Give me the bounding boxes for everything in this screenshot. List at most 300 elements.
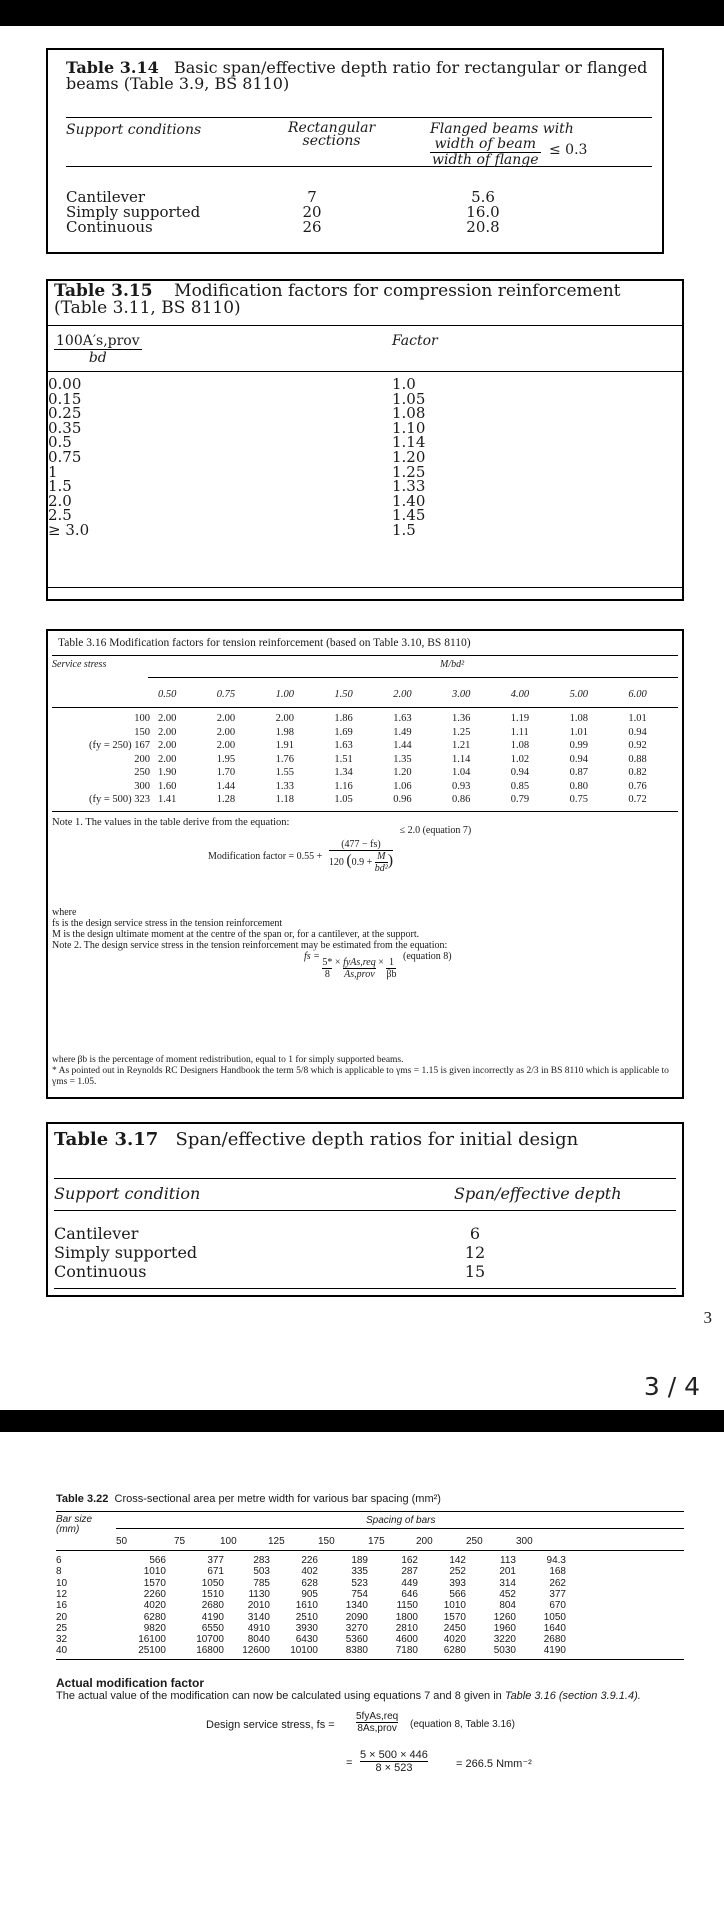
- area-cell: 1150: [396, 1600, 418, 1612]
- area-cell: 2260: [143, 1588, 166, 1600]
- t322-rule-sub: [116, 1528, 684, 1529]
- area-cell: 6280: [443, 1645, 466, 1657]
- t316-where3: where βb is the percentage of moment redistribution, equal to 1 for simply supported beams.: [52, 1055, 404, 1065]
- table-3-16-title: Table 3.16 Modification factors for tension reinforcement (based on Table 3.10, BS 8110): [58, 637, 471, 649]
- col-flanged: [430, 122, 587, 168]
- factor-cell: 1.63: [393, 713, 412, 724]
- factor-cell: 0.82: [628, 767, 647, 778]
- page-indicator: 3 / 4: [643, 1372, 700, 1401]
- rect-continuous: 26: [302, 218, 322, 236]
- area-cell: 10100: [290, 1645, 318, 1657]
- factor-cell: 1.28: [216, 794, 236, 805]
- factor-cell: 1.08: [392, 404, 426, 423]
- factor-cell: 1.76: [275, 753, 294, 765]
- area-cell: 377: [207, 1555, 224, 1566]
- ratio-cell: 0.00: [48, 375, 82, 393]
- factor-cell: 1.95: [216, 753, 236, 765]
- table-3-17-title: Span/effective depth ratios for initial design: [175, 1129, 579, 1150]
- table-3-14-header: [66, 117, 652, 167]
- factor-cell: 1.08: [510, 740, 530, 751]
- actual-equations: [56, 1711, 684, 1791]
- area-cell: 4020: [443, 1634, 466, 1646]
- eq8-f2n: fyAs,req: [343, 957, 376, 968]
- area-cell: 566: [149, 1555, 166, 1566]
- area-cell: 7180: [395, 1645, 418, 1657]
- table-3-15-rows: [48, 377, 682, 538]
- area-cell: 1340: [345, 1600, 368, 1612]
- table-3-17: [46, 1122, 684, 1297]
- factor-cell: 1.20: [393, 767, 412, 778]
- eq8-rhs: (equation 8): [402, 951, 452, 962]
- area-cell: 1610: [295, 1600, 318, 1612]
- factor-cell: 1.36: [452, 713, 471, 724]
- t317-rule-mid: [54, 1210, 676, 1211]
- spacing-header: 75: [174, 1536, 186, 1547]
- area-cell: 3220: [493, 1634, 516, 1646]
- area-cell: 25100: [138, 1645, 166, 1657]
- t322-rule3: [56, 1659, 684, 1660]
- m-value-header: 4.00: [510, 689, 530, 700]
- eq8-f1d: 8: [324, 969, 330, 980]
- factor-cell: 1.33: [392, 477, 426, 496]
- area-cell: 4190: [543, 1645, 566, 1657]
- area-cell: 335: [351, 1566, 368, 1578]
- area-cell: 1050: [201, 1577, 224, 1589]
- factor-cell: 0.79: [510, 794, 530, 805]
- area-cell: 2680: [543, 1634, 566, 1646]
- table-row: [48, 713, 678, 726]
- table-3-15: [46, 279, 684, 601]
- area-cell: 905: [301, 1588, 318, 1600]
- factor-cell: 1.69: [334, 726, 353, 738]
- stress-label: (fy = 500) 323: [88, 794, 150, 805]
- t317-val-simply: 12: [464, 1243, 486, 1262]
- actual-eq-lhs: Design service stress, fs =: [206, 1719, 335, 1731]
- t322-caption: [56, 1493, 684, 1505]
- table-3-17-label: Table 3.17: [54, 1129, 159, 1150]
- factor-cell: 2.00: [158, 740, 177, 751]
- area-cell: 12600: [242, 1645, 270, 1657]
- stress-label: 200: [134, 753, 150, 765]
- area-cell: 804: [499, 1600, 516, 1612]
- flanged-fraction-den: width of flange: [432, 152, 539, 168]
- factor-cell: 2.00: [158, 753, 177, 765]
- area-cell: 287: [401, 1566, 418, 1578]
- factor-cell: 1.08: [569, 713, 588, 724]
- area-cell: 523: [351, 1577, 368, 1589]
- table-row: [48, 520, 682, 539]
- actual-eq2-num: 5 × 500 × 446: [360, 1749, 428, 1761]
- table-row: [56, 1612, 676, 1623]
- area-cell: 670: [549, 1600, 566, 1612]
- area-cell: 6280: [143, 1611, 166, 1623]
- col-rectangular: [288, 122, 375, 148]
- stress-label: 100: [134, 713, 150, 724]
- factor-cell: 2.00: [216, 713, 236, 724]
- area-cell: 142: [449, 1555, 466, 1566]
- area-cell: 162: [401, 1555, 418, 1566]
- m-value-header: 5.00: [569, 689, 588, 700]
- t317-values: [460, 1224, 490, 1281]
- factor-cell: 1.98: [275, 726, 294, 738]
- factor-cell: 1.0: [392, 375, 416, 393]
- eq7: [208, 825, 472, 874]
- eq7-den-a: 120: [328, 856, 344, 868]
- table-row: [48, 740, 678, 753]
- table-row: [56, 1555, 676, 1566]
- col-ratio-num: 100A′s,prov: [56, 333, 140, 349]
- table-row: [48, 781, 678, 794]
- t317-rule-bottom: [54, 1288, 676, 1289]
- col-spacing-of-bars: Spacing of bars: [366, 1515, 436, 1526]
- eq8-lhs: fs =: [304, 951, 320, 962]
- t316-rule4: [52, 811, 678, 812]
- ratio-cell: 2.5: [48, 506, 72, 525]
- t322-rows: [56, 1555, 684, 1659]
- spacing-header: 50: [116, 1536, 128, 1547]
- t316-rule1: [52, 655, 678, 656]
- eq7-lhs: Modification factor = 0.55 +: [208, 851, 323, 862]
- area-cell: 9820: [143, 1622, 166, 1634]
- table-row: [48, 727, 678, 740]
- area-cell: 283: [253, 1555, 270, 1566]
- eq7-rhs: ≤ 2.0 (equation 7): [399, 825, 472, 836]
- actual-eq2-rhs: = 266.5 Nmm⁻²: [456, 1758, 532, 1770]
- area-cell: 1010: [443, 1600, 466, 1612]
- factor-cell: 1.51: [334, 753, 353, 765]
- col-support-conditions: Support conditions: [66, 122, 202, 138]
- page-separator-bar: [0, 1410, 724, 1432]
- table-row: [48, 508, 682, 523]
- ratio-cell: 0.5: [48, 433, 72, 452]
- bar-size-cell: 6: [56, 1555, 62, 1566]
- row-continuous: Continuous: [66, 218, 153, 236]
- ratio-cell: 2.0: [48, 491, 72, 510]
- bar-size-cell: 8: [56, 1566, 62, 1578]
- area-cell: 4600: [395, 1634, 418, 1646]
- table-row: [56, 1600, 676, 1611]
- table-row: [48, 418, 682, 437]
- area-cell: 1260: [493, 1611, 516, 1623]
- stress-label: (fy = 250) 167: [88, 740, 150, 751]
- table-row: [48, 794, 678, 807]
- t317-continuous: Continuous: [54, 1262, 147, 1281]
- factor-cell: 1.44: [393, 740, 412, 751]
- area-cell: 2810: [395, 1622, 418, 1634]
- col-flanged-line1: Flanged beams with: [430, 121, 574, 137]
- area-cell: 646: [401, 1588, 418, 1600]
- t316-note1: Note 1. The values in the table derive from the equation:: [52, 817, 290, 828]
- spacing-header: 150: [318, 1536, 335, 1547]
- t317-labels: [54, 1224, 197, 1281]
- factor-cell: 1.34: [334, 767, 353, 778]
- factor-cell: 1.63: [334, 740, 353, 751]
- bar-size-cell: 32: [56, 1634, 68, 1646]
- t322-spacings: [56, 1534, 684, 1550]
- rect-values: [292, 190, 332, 235]
- m-value-header: 0.75: [216, 689, 236, 700]
- t322-header: [56, 1512, 684, 1534]
- eq8-f1n: 5*: [322, 957, 333, 968]
- table-row: [56, 1578, 676, 1589]
- factor-cell: 1.19: [510, 713, 530, 724]
- area-cell: 449: [401, 1577, 418, 1589]
- area-cell: 4910: [247, 1622, 270, 1634]
- ratio-cell: 1: [48, 462, 58, 481]
- t316-rule2: [148, 677, 678, 678]
- eq8-f2: [343, 957, 376, 980]
- col-rectangular-line2: sections: [302, 133, 361, 149]
- area-cell: 226: [301, 1555, 318, 1566]
- factor-cell: 1.01: [569, 726, 588, 738]
- actual-eq2-frac: [360, 1749, 428, 1774]
- table-row: [48, 462, 682, 481]
- table-3-15-title: Modification factors for compression reinforcement (Table 3.11, BS 8110): [54, 281, 621, 318]
- factor-cell: 1.49: [393, 726, 412, 738]
- t316-where1: fs is the design service stress in the tension reinforcement: [52, 918, 283, 929]
- factor-cell: 1.41: [158, 794, 177, 805]
- area-cell: 628: [301, 1577, 318, 1589]
- area-cell: 2450: [443, 1622, 466, 1634]
- bar-size-cell: 10: [56, 1577, 68, 1589]
- col-m-bd2: M/bd²: [440, 659, 465, 670]
- col-service-stress: Service stress: [52, 659, 107, 670]
- table-3-15-label: Table 3.15: [54, 281, 153, 301]
- top-black-bar: [0, 0, 724, 26]
- page-number: 3: [703, 1308, 712, 1327]
- area-cell: 6430: [295, 1634, 318, 1646]
- factor-cell: 2.00: [158, 713, 177, 724]
- spacing-header: 125: [268, 1536, 285, 1547]
- flanged-continuous: 20.8: [466, 218, 500, 236]
- eq7-mbd: [375, 851, 388, 874]
- col-ratio-den: bd: [88, 350, 107, 366]
- factor-cell: 1.01: [628, 713, 647, 724]
- row-labels: [66, 190, 266, 235]
- area-cell: 393: [449, 1577, 466, 1589]
- m-value-header: 1.00: [275, 689, 294, 700]
- spacing-header: 175: [368, 1536, 385, 1547]
- m-value-header: 3.00: [452, 689, 471, 700]
- eq7-bd2: bd²: [374, 863, 388, 874]
- factor-cell: 1.70: [216, 767, 236, 778]
- actual-eq2-eq: =: [346, 1757, 353, 1769]
- factor-cell: 0.94: [510, 767, 530, 778]
- factor-cell: 1.35: [393, 753, 412, 765]
- area-cell: 3140: [247, 1611, 270, 1623]
- area-cell: 16100: [138, 1634, 166, 1646]
- factor-cell: 1.11: [510, 726, 529, 738]
- area-cell: 5030: [493, 1645, 516, 1657]
- t322-label: Table 3.22: [56, 1493, 109, 1505]
- table-row: [48, 377, 682, 392]
- col-ratio-fraction: [54, 333, 142, 366]
- area-cell: 262: [549, 1577, 566, 1589]
- area-cell: 377: [549, 1588, 566, 1600]
- area-cell: 754: [351, 1588, 368, 1600]
- factor-cell: 1.45: [392, 506, 426, 525]
- rect-simply: 20: [302, 203, 322, 221]
- eq8-f2d: As,prov: [344, 969, 375, 980]
- area-cell: 8040: [247, 1634, 270, 1646]
- factor-cell: 0.72: [628, 794, 647, 805]
- ratio-cell: 0.25: [48, 404, 82, 423]
- actual-eq-num: 5fyAs,req: [356, 1711, 399, 1722]
- factor-cell: 0.86: [452, 794, 471, 805]
- factor-cell: 1.86: [334, 713, 353, 724]
- bar-size-cell: 16: [56, 1600, 68, 1612]
- t316-star-note: * As pointed out in Reynolds RC Designers Handbook the term 5/8 which is applicable to γms = 1.15 is given incorrectly as 2/3 in BS 8110 which is applicable to γms = 1.05.: [52, 1066, 669, 1087]
- t322-rule2: [56, 1550, 684, 1551]
- area-cell: 113: [500, 1555, 516, 1566]
- area-cell: 252: [449, 1566, 466, 1578]
- area-cell: 4020: [143, 1600, 166, 1612]
- factor-cell: 0.99: [569, 740, 588, 751]
- table-row: [56, 1566, 676, 1577]
- area-cell: 1570: [143, 1577, 166, 1589]
- eq8-f3d: βb: [386, 969, 397, 980]
- factor-cell: 1.60: [158, 780, 177, 792]
- area-cell: 10700: [196, 1634, 224, 1646]
- spacing-header: 300: [516, 1536, 533, 1547]
- table-3-14-title: Basic span/effective depth ratio for rectangular or flanged beams (Table 3.9, BS 8110): [66, 58, 648, 93]
- actual-eq-ref: (equation 8, Table 3.16): [410, 1719, 515, 1730]
- t316-note2: Note 2. The design service stress in the tension reinforcement may be estimated from the equation:: [52, 940, 448, 951]
- ratio-cell: 1.5: [48, 477, 72, 496]
- table-row: [48, 389, 682, 408]
- area-cell: 1640: [543, 1622, 566, 1634]
- stress-label: 300: [134, 780, 150, 792]
- factor-cell: 1.40: [392, 491, 426, 510]
- flanged-fraction-num: width of beam: [430, 137, 541, 153]
- area-cell: 1010: [143, 1566, 166, 1578]
- area-cell: 785: [253, 1577, 270, 1589]
- factor-cell: 1.21: [452, 740, 471, 751]
- actual-eq2-den: 8 × 523: [375, 1762, 413, 1774]
- area-cell: 3930: [295, 1622, 318, 1634]
- table-row: [48, 447, 682, 466]
- factor-cell: 1.16: [334, 780, 353, 792]
- col-rectangular-line1: Rectangular: [288, 120, 376, 136]
- t317-rule-top: [54, 1178, 676, 1179]
- area-cell: 1960: [493, 1622, 516, 1634]
- col-support-condition: Support condition: [54, 1184, 201, 1203]
- actual-text: [56, 1690, 684, 1703]
- factor-cell: 1.55: [275, 767, 294, 778]
- flanged-cantilever: 5.6: [471, 188, 495, 206]
- area-cell: 168: [549, 1566, 566, 1578]
- table-3-14-caption: [66, 60, 652, 92]
- area-cell: 452: [499, 1588, 516, 1600]
- spacing-header: 100: [220, 1536, 237, 1547]
- stress-label: 250: [134, 767, 150, 778]
- col-bar-size: Bar size (mm): [56, 1514, 93, 1535]
- table-row: [48, 406, 682, 421]
- area-cell: 314: [499, 1577, 516, 1589]
- factor-cell: 2.00: [216, 726, 236, 738]
- factor-cell: 1.18: [275, 794, 294, 805]
- factor-cell: 1.91: [275, 740, 294, 751]
- eq7-paren-open: (: [346, 851, 352, 869]
- factor-cell: 1.25: [452, 726, 471, 738]
- ratio-cell: ≥ 3.0: [48, 520, 90, 539]
- area-cell: 2090: [345, 1611, 368, 1623]
- m-value-header: 0.50: [158, 689, 177, 700]
- table-3-15-rule-bottom: [48, 587, 682, 588]
- table-row: [56, 1645, 676, 1656]
- actual-heading: Actual modification factor: [56, 1676, 205, 1690]
- area-cell: 201: [499, 1566, 516, 1578]
- factor-cell: 1.20: [392, 447, 426, 466]
- factor-cell: 0.87: [569, 767, 588, 778]
- bar-size-cell: 20: [56, 1611, 68, 1623]
- actual-text-ref: Table 3.16 (section 3.9.1.4).: [504, 1690, 641, 1702]
- factor-cell: 0.94: [628, 726, 647, 738]
- area-cell: 566: [449, 1588, 466, 1600]
- eq7-paren-close: ): [387, 851, 394, 869]
- table-3-15-rule-top: [48, 325, 682, 326]
- table-row: [48, 491, 682, 510]
- area-cell: 2010: [247, 1600, 270, 1612]
- col-span-depth: Span/effective depth: [454, 1184, 622, 1203]
- table-row: [48, 767, 678, 780]
- area-cell: 8380: [345, 1645, 368, 1657]
- factor-cell: 0.93: [452, 780, 471, 792]
- factor-cell: 1.04: [452, 767, 471, 778]
- spacing-header: 200: [416, 1536, 433, 1547]
- area-cell: 1510: [201, 1588, 224, 1600]
- table-3-17-caption: [54, 1130, 592, 1149]
- factor-cell: 1.10: [392, 418, 426, 437]
- area-cell: 16800: [196, 1645, 224, 1657]
- area-cell: 3270: [345, 1622, 368, 1634]
- row-cantilever: Cantilever: [66, 188, 146, 206]
- factor-cell: 1.05: [392, 389, 426, 408]
- factor-cell: 1.25: [392, 462, 426, 481]
- row-simply-supported: Simply supported: [66, 203, 201, 221]
- eq7-den-b: 0.9 +: [351, 856, 373, 868]
- factor-cell: 1.05: [334, 794, 353, 805]
- bar-size-cell: 12: [56, 1588, 68, 1600]
- table-3-15-caption: [54, 283, 676, 317]
- flanged-simply: 16.0: [466, 203, 500, 221]
- area-cell: 6550: [201, 1622, 224, 1634]
- area-cell: 402: [301, 1566, 318, 1578]
- area-cell: 1800: [395, 1611, 418, 1623]
- area-cell: 4190: [201, 1611, 224, 1623]
- table-row: [48, 754, 678, 767]
- ratio-cell: 0.15: [48, 389, 82, 408]
- table-row: [48, 435, 682, 450]
- area-cell: 2510: [295, 1611, 318, 1623]
- factor-cell: 0.94: [569, 753, 588, 765]
- factor-cell: 0.75: [569, 794, 588, 805]
- factor-cell: 1.90: [158, 767, 177, 778]
- table-3-15-rule-mid: [48, 371, 682, 372]
- area-cell: 5360: [345, 1634, 368, 1646]
- t316-rule3: [52, 707, 678, 708]
- table-row: [48, 479, 682, 494]
- spacing-header: 250: [466, 1536, 483, 1547]
- rect-cantilever: 7: [307, 188, 317, 206]
- table-row: [56, 1589, 676, 1600]
- factor-cell: 0.88: [628, 753, 647, 765]
- area-cell: 94.3: [546, 1555, 566, 1566]
- t317-cantilever: Cantilever: [54, 1224, 139, 1243]
- stress-label: 150: [134, 726, 150, 738]
- table-3-14: [46, 48, 664, 254]
- factor-cell: 0.76: [628, 780, 647, 792]
